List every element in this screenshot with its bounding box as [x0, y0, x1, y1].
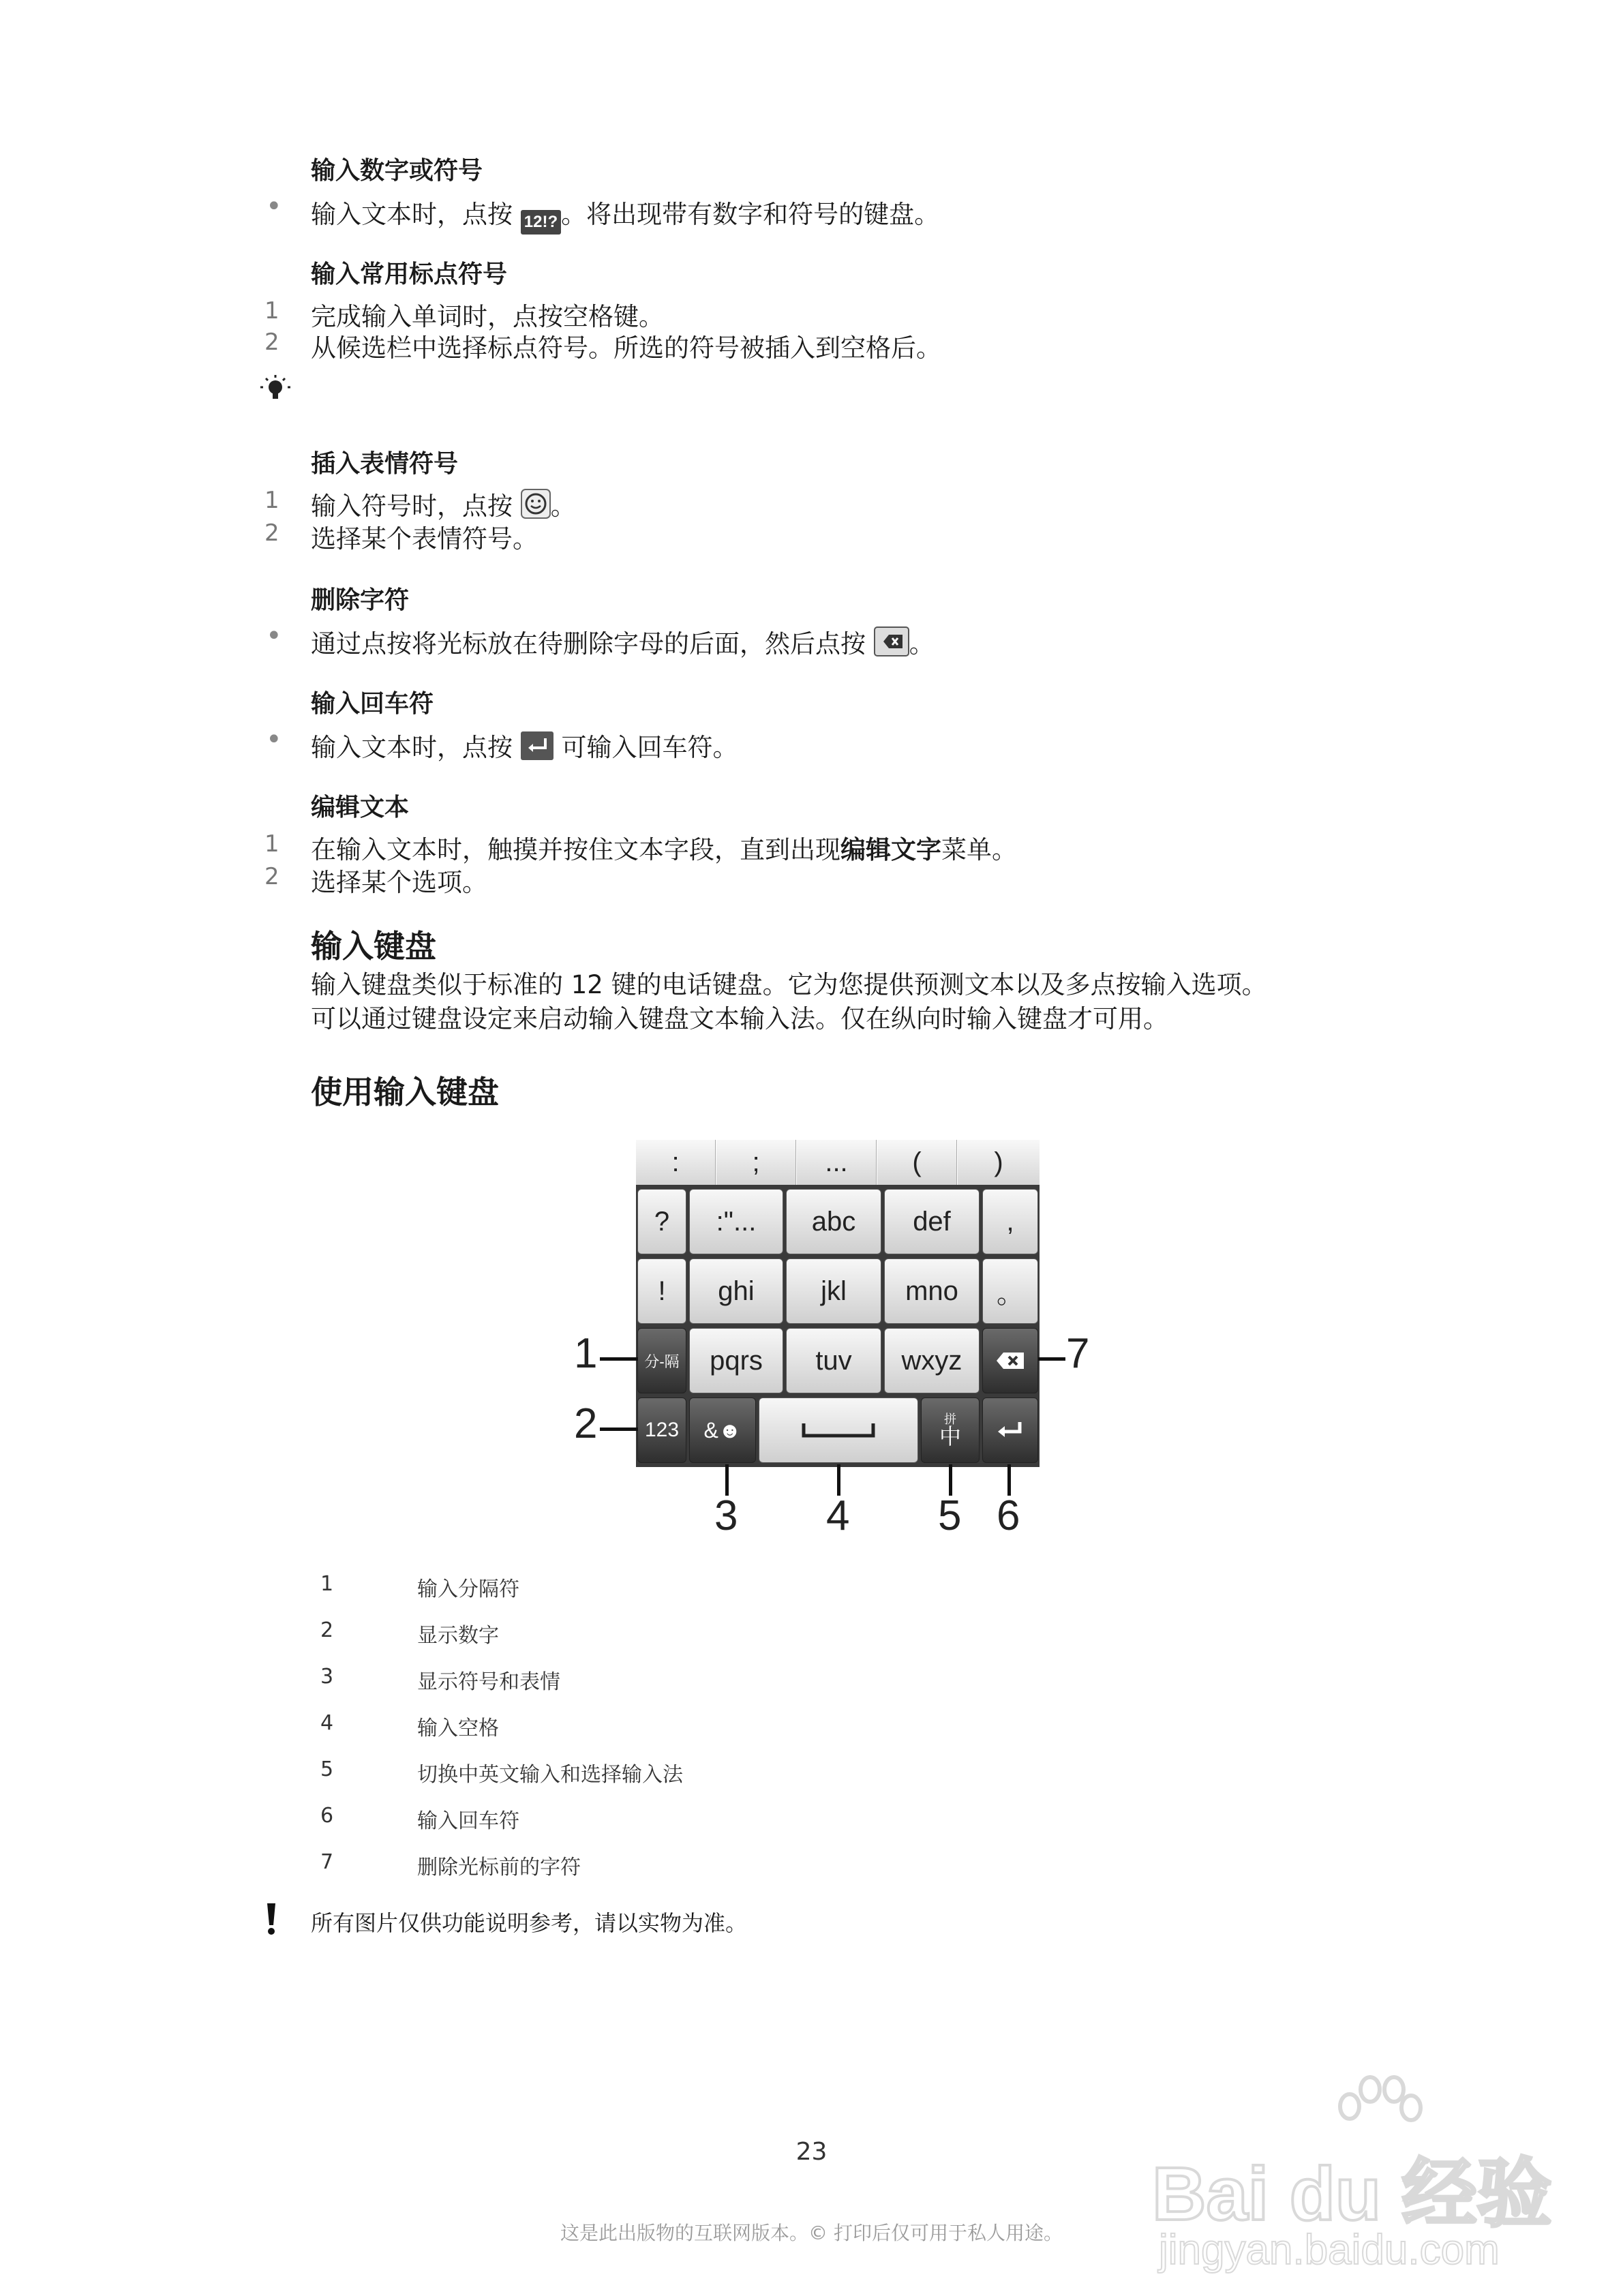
line-text: 菜单。	[941, 835, 1017, 864]
key-symbols-emoticons: &☻	[689, 1398, 756, 1463]
heading-delete: 删除字符	[311, 586, 410, 614]
subsection-title: 使用输入键盘	[311, 1074, 499, 1111]
candidate-close-paren: )	[958, 1140, 1040, 1185]
line-text: 在输入文本时，触摸并按住文本字段，直到出现	[311, 835, 840, 864]
key-abc: abc	[786, 1189, 881, 1254]
key-pqrs: pqrs	[689, 1328, 783, 1393]
heading-numbers-symbols: 输入数字或符号	[311, 157, 483, 185]
key-separator: 分-隔	[637, 1328, 686, 1393]
legend-number: 3	[320, 1665, 334, 1689]
tip-lightbulb-icon	[259, 374, 292, 406]
bullet: •	[266, 620, 282, 652]
callout-2: 2	[574, 1400, 598, 1447]
step-number: 2	[264, 519, 279, 547]
candidate-colon: :	[636, 1140, 716, 1185]
bullet: •	[266, 724, 282, 755]
key-123: 123	[637, 1398, 686, 1463]
backspace-icon	[995, 1350, 1025, 1371]
section-paragraph: 可以通过键盘设定来启动输入键盘文本输入法。仅在纵向时输入键盘才可用。	[311, 1004, 1168, 1033]
callout-line	[600, 1357, 638, 1361]
legend-number: 7	[320, 1850, 334, 1874]
watermark-url: jingyan.baidu.com	[1159, 2226, 1500, 2274]
instruction-line	[311, 727, 738, 766]
line-text: 输入文本时，点按	[311, 733, 521, 762]
keyboard-figure	[636, 1140, 1040, 1467]
line-text: 可输入回车符。	[553, 733, 738, 762]
watermark-brand: Bai du 经验	[1152, 2152, 1552, 2236]
legend-number: 4	[320, 1711, 334, 1735]
lang-top-label: 拼	[944, 1413, 956, 1426]
step-text: 选择某个选项。	[311, 868, 487, 897]
enter-key-icon	[521, 731, 553, 766]
candidate-open-paren: (	[877, 1140, 957, 1185]
line-text: 输入文本时，点按	[311, 200, 521, 229]
key-backspace	[982, 1328, 1038, 1393]
legend-text: 删除光标前的字符	[417, 1856, 581, 1879]
key-space	[759, 1398, 918, 1463]
heading-punctuation: 输入常用标点符号	[311, 260, 508, 288]
line-text: 通过点按将光标放在待删除字母的后面，然后点按	[311, 629, 874, 659]
page-number: 23	[795, 2138, 828, 2166]
key-language	[921, 1398, 980, 1463]
key-enter	[982, 1398, 1038, 1463]
footer-notice: 这是此出版物的互联网版本。© 打印后仅可用于私人用途。	[560, 2222, 1063, 2244]
legend-number: 2	[320, 1618, 334, 1642]
legend-text: 显示符号和表情	[417, 1670, 560, 1694]
key-exclaim: !	[637, 1258, 686, 1324]
key-ghi: ghi	[689, 1258, 783, 1324]
key-period: 。	[982, 1258, 1038, 1324]
bullet: •	[266, 191, 282, 222]
key-mno: mno	[884, 1258, 980, 1324]
warning-exclamation-icon	[264, 1902, 278, 1936]
backspace-icon	[874, 626, 909, 663]
line-text: 。将出现带有数字和符号的键盘。	[561, 200, 940, 229]
lang-bottom-label: 中	[939, 1424, 961, 1449]
warning-text: 所有图片仅供功能说明参考，请以实物为准。	[311, 1910, 748, 1936]
numeric-key-icon: 12!?	[521, 210, 561, 235]
step-text: 从候选栏中选择标点符号。所选的符号被插入到空格后。	[311, 333, 941, 363]
callout-1: 1	[574, 1330, 598, 1377]
legend-number: 5	[320, 1757, 334, 1781]
key-tuv: tuv	[786, 1328, 881, 1393]
line-text: 。	[909, 629, 935, 659]
callout-5: 5	[938, 1492, 962, 1539]
step-number: 2	[264, 329, 279, 356]
key-wxyz: wxyz	[884, 1328, 980, 1393]
candidate-ellipsis: ...	[797, 1140, 877, 1185]
candidate-semicolon: ;	[716, 1140, 796, 1185]
step-number: 1	[264, 487, 279, 514]
callout-line	[600, 1428, 638, 1431]
legend-number: 1	[320, 1572, 334, 1596]
key-question: ?	[637, 1189, 686, 1254]
key-comma: ,	[982, 1189, 1038, 1254]
step-number: 1	[264, 297, 279, 324]
callout-3: 3	[714, 1492, 738, 1539]
line-text: 输入符号时，点按	[311, 492, 521, 521]
baidu-jingyan-watermark	[1152, 2072, 1552, 2277]
section-title: 输入键盘	[311, 928, 436, 965]
legend-text: 显示数字	[417, 1624, 499, 1648]
legend-number: 6	[320, 1804, 334, 1828]
step-text	[311, 829, 1017, 866]
instruction-line	[311, 623, 935, 663]
section-paragraph: 输入键盘类似于标准的 12 键的电话键盘。它为您提供预测文本以及多点按输入选项。	[311, 970, 1267, 999]
heading-enter: 输入回车符	[311, 690, 434, 718]
space-icon	[801, 1422, 876, 1438]
enter-icon	[995, 1419, 1025, 1441]
callout-7: 7	[1066, 1330, 1090, 1377]
step-text: 选择某个表情符号。	[311, 524, 538, 554]
step-number: 1	[264, 830, 279, 858]
legend-text: 切换中英文输入和选择输入法	[417, 1763, 683, 1787]
menu-name: 编辑文字	[840, 835, 941, 864]
callout-4: 4	[826, 1492, 850, 1539]
step-number: 2	[264, 863, 279, 890]
key-jkl: jkl	[786, 1258, 881, 1324]
legend-text: 输入分隔符	[417, 1577, 519, 1601]
key-def: def	[884, 1189, 980, 1254]
line-text: 。	[550, 492, 576, 521]
step-text: 完成输入单词时，点按空格键。	[311, 302, 664, 331]
key-punct: :"...	[689, 1189, 783, 1254]
legend-text: 输入空格	[417, 1717, 499, 1740]
instruction-line	[311, 194, 939, 235]
heading-edit-text: 编辑文本	[311, 794, 410, 821]
callout-6: 6	[997, 1492, 1020, 1539]
callout-line	[1038, 1357, 1065, 1361]
legend-text: 输入回车符	[417, 1809, 519, 1833]
heading-emoticons: 插入表情符号	[311, 450, 459, 478]
